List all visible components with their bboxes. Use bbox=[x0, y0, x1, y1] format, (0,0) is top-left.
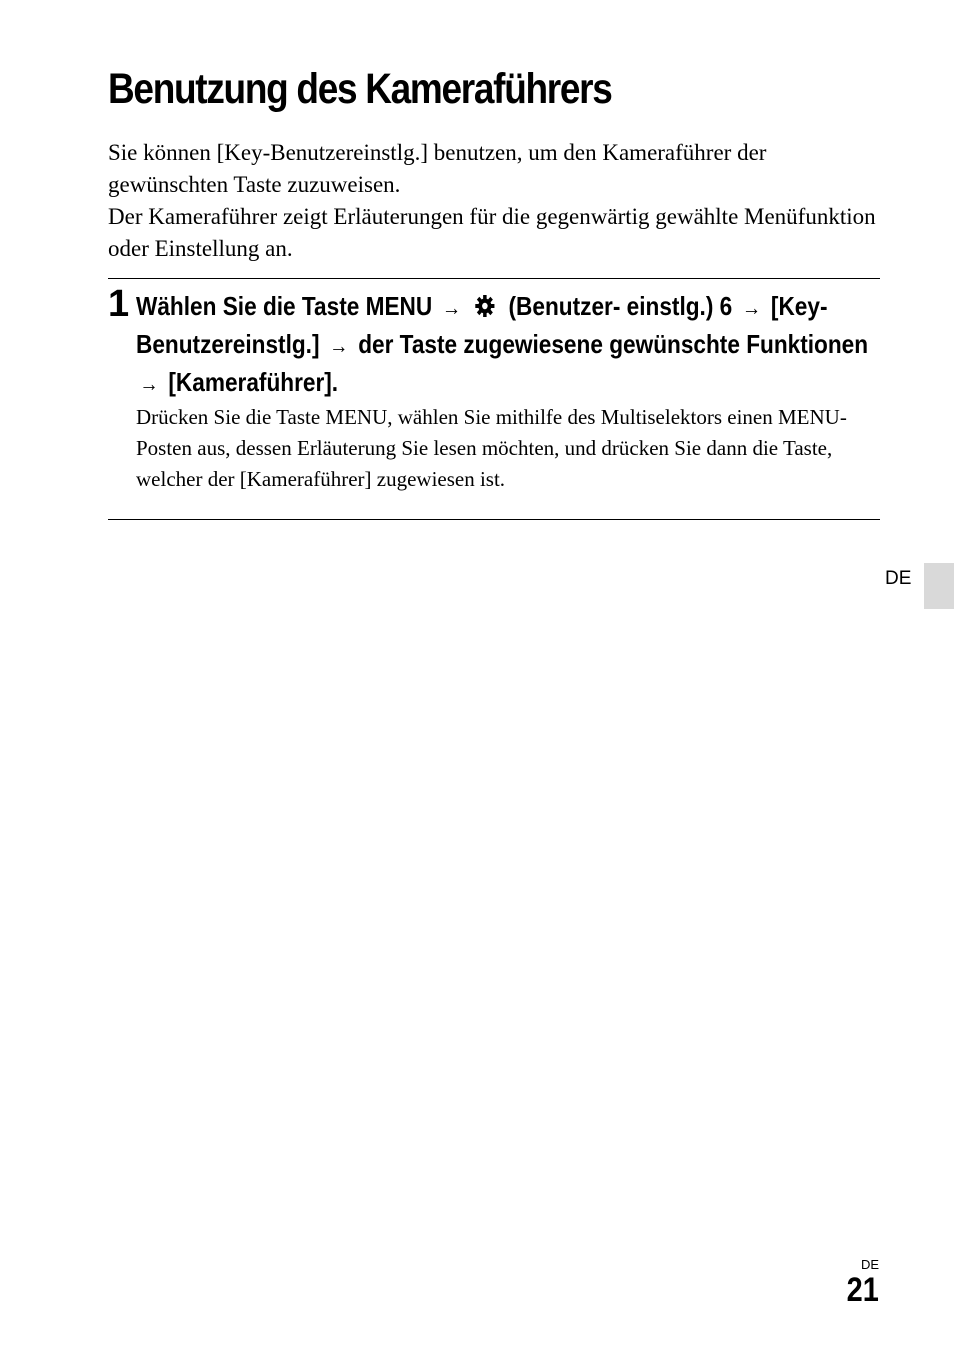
page-number: 21 bbox=[846, 1271, 879, 1309]
page-title: Benutzung des Kameraführers bbox=[108, 65, 612, 113]
arrow-icon: → bbox=[441, 295, 462, 320]
step-heading bbox=[136, 288, 884, 402]
step-text-3: [Key-Benutzereinstlg.] bbox=[136, 291, 828, 359]
step-number: 1 bbox=[108, 283, 130, 325]
divider-bottom bbox=[108, 519, 880, 520]
gear-icon bbox=[474, 294, 495, 318]
language-tab-marker bbox=[924, 563, 954, 609]
intro-text bbox=[108, 137, 888, 265]
footer-language: DE bbox=[860, 1257, 879, 1272]
step-text-5: [Kameraführer]. bbox=[168, 367, 339, 397]
intro-paragraph-2: Der Kameraführer zeigt Erläuterungen für die gegenwärtig gewählte Menüfunktion oder Einstellung an. bbox=[108, 204, 876, 261]
divider-top bbox=[108, 278, 880, 279]
step-text-2: (Benutzer- einstlg.) 6 bbox=[508, 291, 733, 321]
arrow-icon: → bbox=[329, 333, 349, 358]
arrow-icon: → bbox=[139, 371, 159, 396]
step-description: Drücken Sie die Taste MENU, wählen Sie mithilfe des Multiselektors einen MENU-Posten aus, dessen Erläuterung Sie lesen möchten, und drücken Sie dann die Taste, welcher der [Kameraführer] zugewiesen ist. bbox=[136, 405, 847, 491]
arrow-icon: → bbox=[742, 295, 762, 320]
language-tab-label: DE bbox=[885, 568, 912, 589]
step-text-4: der Taste zugewiesene gewünschte Funktionen bbox=[358, 329, 869, 359]
intro-paragraph-1: Sie können [Key-Benutzereinstlg.] benutzen, um den Kameraführer der gewünschten Taste zuzuweisen. bbox=[108, 140, 767, 197]
step-text-1: Wählen Sie die Taste MENU bbox=[136, 291, 433, 321]
